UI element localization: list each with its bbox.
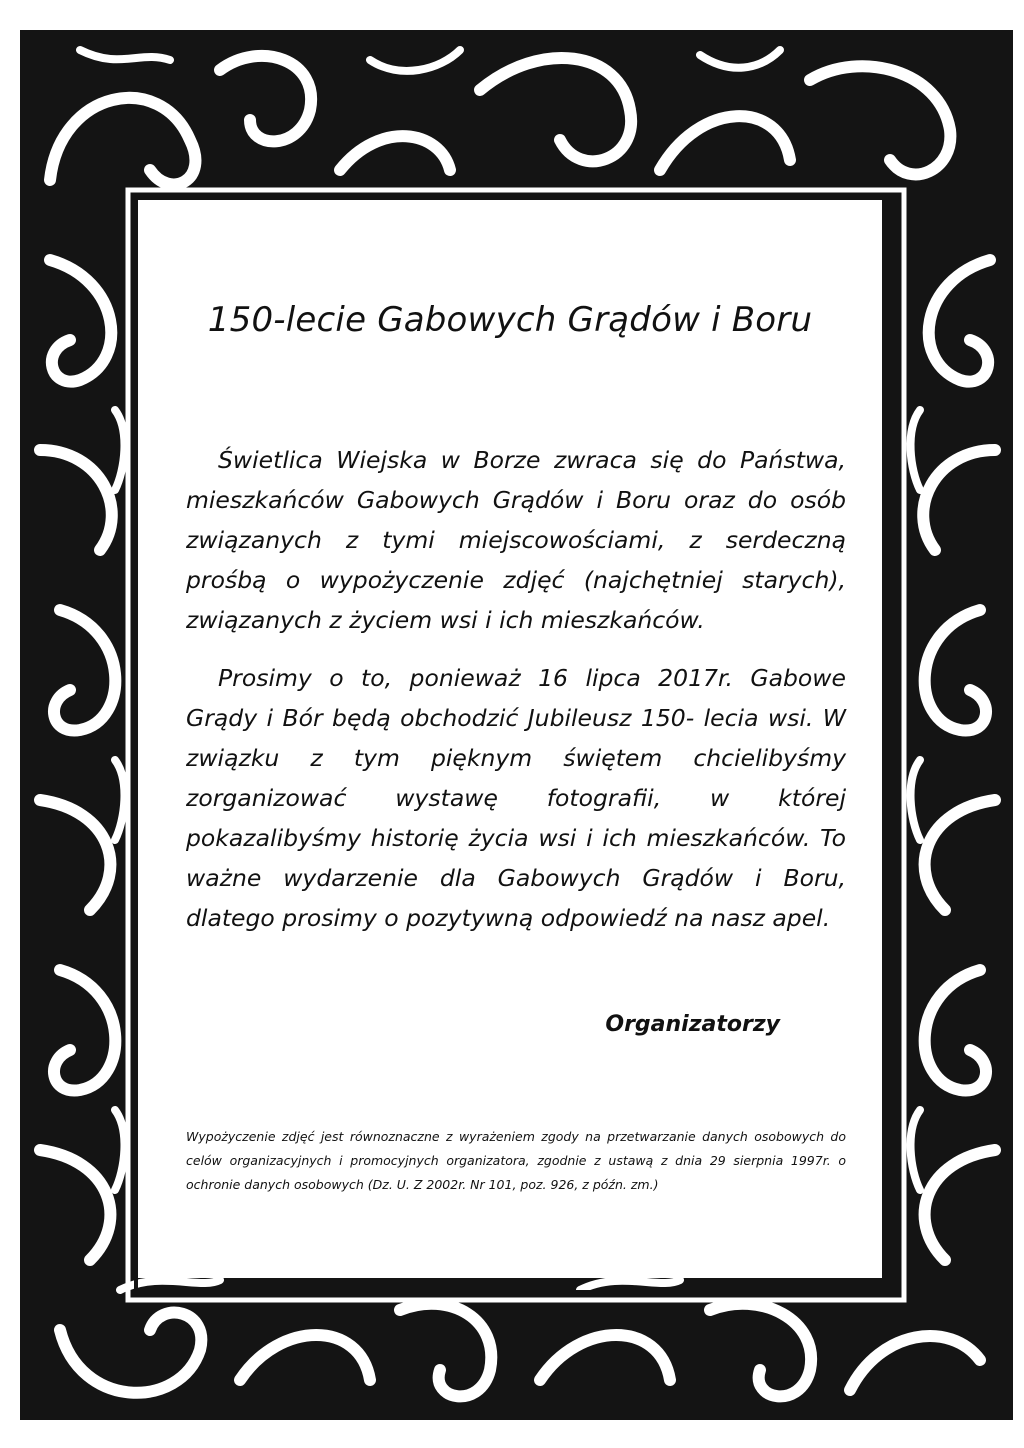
text-panel	[138, 200, 882, 1278]
paragraph-request: Świetlica Wiejska w Borze zwraca się do Państwa, mieszkańców Gabowych Grądów i Boru oraz do osób związanych z tymi miejscowościami, z serdeczną prośbą o wypożyczenie zdjęć (najchętniej starych), związanych z życiem wsi i ich mieszkańców.	[186, 446, 846, 634]
page-title: 150-lecie Gabowych Grądów i Boru	[207, 300, 813, 340]
body-text	[186, 440, 846, 938]
signature: Organizatorzy	[605, 1012, 780, 1037]
footnote: Wypożyczenie zdjęć jest równoznaczne z wyrażeniem zgody na przetwarzanie danych osobowych do celów organizacyjnych i promocyjnych organizatora, zgodnie z ustawą z dnia 29 sierpnia 1997r. o ochronie danych osobowych (Dz. U. Z 2002r. Nr 101, poz. 926, z późn. zm.)	[186, 1129, 846, 1192]
paragraph-jubilee: Prosimy o to, ponieważ 16 lipca 2017r. Gabowe Grądy i Bór będą obchodzić Jubileusz 150- lecia wsi. W związku z tym pięknym świętem chcielibyśmy zorganizować wystawę fotografii, w której pokazalibyśmy historię życia wsi i ich mieszkańców. To ważne wydarzenie dla Gabowych Grądów i Boru, dlatego prosimy o pozytywną odpowiedź na nasz apel.	[186, 664, 846, 932]
